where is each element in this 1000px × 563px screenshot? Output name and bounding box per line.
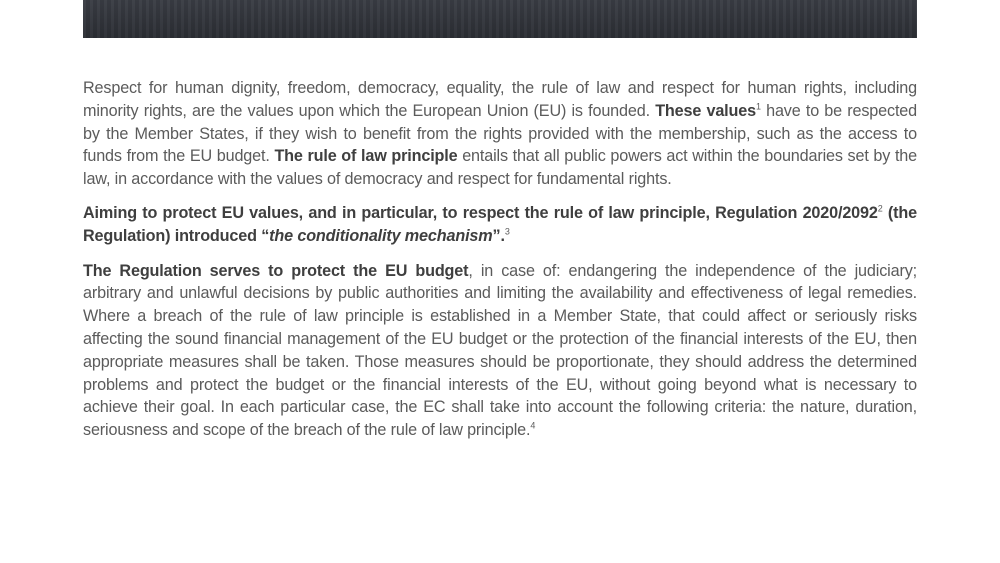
text-run: Respect for human dignity, freedom, democracy, equality, the rule of law and respect for human rights, including minority rights, are the values upon which the European Union (EU) is founded. — [83, 79, 917, 120]
bold-text-run: Aiming to protect EU values, and in particular, to respect the rule of law principle, Regulation 2020/2092 — [83, 203, 878, 222]
text-run: , in case of: endangering the independence of the judiciary; arbitrary and unlawful decisions by public authorities and limiting the availability and effectiveness of legal remedies. Where a breach of the rule of law principle is established in a Member State, that could affect or seriously risks affecting the sound financial management of the EU budget or the protection of the financial interests of the EU, then appropriate measures shall be taken. Those measures should be proportionate, they should address the determined problems and protect the budget or the financial interests of the EU, without going beyond what is necessary to achieve their goal. In each particular case, the EC shall take into account the following criteria: the nature, duration, seriousness and scope of the breach of the rule of law principle. — [83, 261, 917, 440]
footnote-ref-3[interactable]: 3 — [504, 226, 510, 237]
bold-text-run: (the Regulation) introduced “ — [83, 203, 917, 245]
footnote-ref-2[interactable]: 2 — [877, 203, 883, 214]
bold-term-these-values: These values — [655, 101, 756, 120]
bold-text-run: ”. — [492, 226, 505, 245]
paragraph-eu-values — [83, 77, 917, 191]
text-run: entails that all public powers act within the boundaries set by the law, in accordance with the values of democracy and respect for fundamental rights. — [83, 147, 917, 189]
text-run: have to be respected by the Member States, if they wish to benefit from the rights provided with the membership, such as the access to funds from the EU budget. — [83, 101, 917, 166]
bold-term-regulation-serves: The Regulation serves to protect the EU budget — [83, 261, 469, 280]
bold-term-rule-of-law: The rule of law principle — [274, 147, 458, 166]
paragraph-regulation — [83, 202, 917, 248]
paragraph-budget-protection — [83, 260, 917, 442]
footnote-ref-1[interactable]: 1 — [755, 101, 761, 112]
italic-term-conditionality-mechanism: the conditionality mechanism — [269, 226, 493, 245]
header-image-banner — [83, 0, 917, 38]
footnote-ref-4[interactable]: 4 — [530, 420, 536, 431]
document-body — [83, 77, 917, 453]
